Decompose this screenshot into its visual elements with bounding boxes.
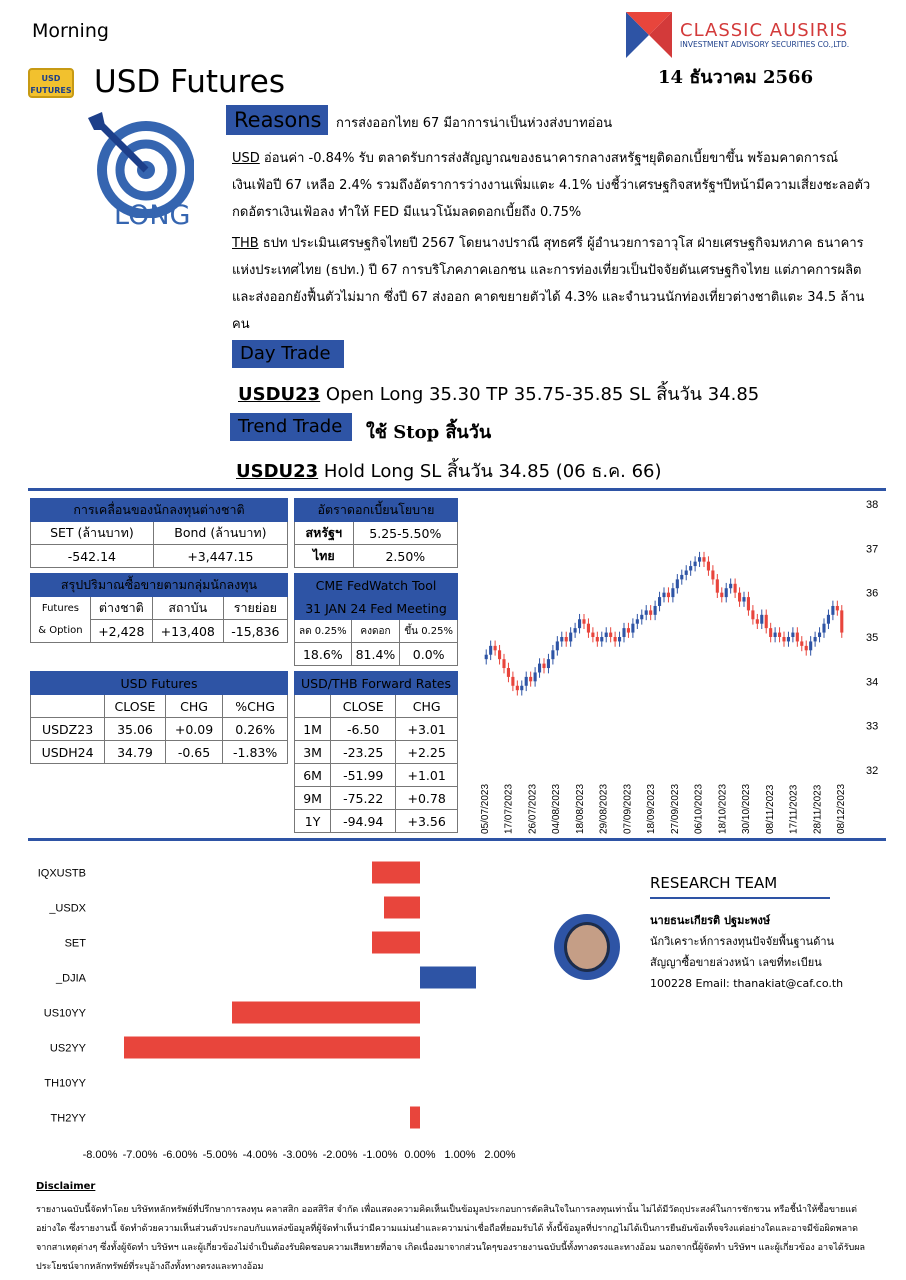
thb-text: ธปท ประเมินเศรษฐกิจไทยปี 2567 โดยนางปราณี สุทธศรี ผู้อำนวยการอาวุโส ฝ่ายเศรษฐกิจมหภาค ธนาคารแห่งประเทศไทย (ธปท.) ปี 67 การบริโภคภาคเอกชน และการท่องเที่ยวเป็นปัจจัยดันเศรษฐกิจไทย แต่ภาคการผลิตและส่งออกยังฟื้นตัวไม่มาก ซึ่งปี 67 ส่งออก คาดขยายตัวได้ 4.3% และจำนวนนักท่องเที่ยวต่างชาติแตะ 34.5 ล้านคน <box>232 236 865 332</box>
usd-futures-col <box>31 695 105 718</box>
candle-body <box>747 597 750 610</box>
candle-body <box>600 637 603 641</box>
candle-body <box>738 593 741 602</box>
investor-col: รายย่อย <box>223 597 287 620</box>
y-tick-label: 37 <box>866 543 879 556</box>
analyst-avatar <box>554 914 620 980</box>
x-tick-label: 18/10/2023 <box>717 783 729 834</box>
candle-body <box>765 615 768 628</box>
usd-futures-logo: USD FUTURES <box>28 68 74 98</box>
foreign-flow-val: +3,447.15 <box>153 545 287 568</box>
trend-stop-text: ใช้ Stop สิ้นวัน <box>366 422 492 443</box>
candle-body <box>796 633 799 642</box>
analyst-info <box>650 910 843 994</box>
candle-body <box>791 633 794 637</box>
candle-body <box>702 557 705 561</box>
morning-label: Morning <box>32 20 109 42</box>
x-tick-label: 18/09/2023 <box>646 783 658 834</box>
candle-body <box>622 628 625 637</box>
candle-body <box>631 624 634 633</box>
category-label: _DJIA <box>56 972 86 985</box>
category-label: TH2YY <box>50 1112 86 1125</box>
foreign-flow-title: การเคลื่อนของนักลงทุนต่างชาติ <box>31 499 288 522</box>
day-trade-line <box>238 379 759 408</box>
table-row: สหรัฐฯ 5.25-5.50% <box>295 522 458 545</box>
table-row: 1Y -94.94 +3.56 <box>295 810 458 833</box>
candle-body <box>787 637 790 641</box>
analyst-role: นักวิเคราะห์การลงทุนปัจจัยพื้นฐานด้าน <box>650 935 835 948</box>
thb-paragraph <box>232 230 874 338</box>
candle-body <box>769 628 772 637</box>
candle-body <box>756 619 759 623</box>
x-tick-label: 26/07/2023 <box>527 783 539 834</box>
candle-body <box>574 628 577 632</box>
brand-subtitle: INVESTMENT ADVISORY SECURITIES CO.,LTD. <box>680 40 850 49</box>
table-row: USDZ23 35.06 +0.09 0.26% <box>31 718 288 741</box>
usd-tag: USD <box>232 151 260 166</box>
candle-body <box>525 677 528 686</box>
investor-val: +13,408 <box>152 620 223 643</box>
investor-val: -15,836 <box>223 620 287 643</box>
candle-body <box>671 588 674 597</box>
usd-futures-col: CHG <box>165 695 222 718</box>
table-row: USDH24 34.79 -0.65 -1.83% <box>31 741 288 764</box>
market-change-bar-chart <box>30 855 530 1165</box>
trend-trade-line <box>236 456 662 485</box>
change-bar <box>372 862 420 884</box>
usd-futures-col: CLOSE <box>105 695 166 718</box>
candle-body <box>778 633 781 637</box>
candle-body <box>720 593 723 597</box>
fedwatch-val: 0.0% <box>400 643 458 666</box>
forward-col: CLOSE <box>331 695 396 718</box>
brand-name: CLASSIC AUSIRIS <box>680 20 849 41</box>
change-bar <box>420 967 476 989</box>
forward-rates-title: USD/THB Forward Rates <box>295 672 458 695</box>
candle-body <box>734 584 737 593</box>
candle-body <box>627 628 630 632</box>
y-tick-label: 38 <box>866 499 879 511</box>
research-team-title: RESEARCH TEAM <box>650 874 778 892</box>
fedwatch-val: 81.4% <box>351 643 400 666</box>
candle-body <box>667 593 670 597</box>
analyst-name: นายธนะเกียรติ ปฐมะพงษ์ <box>650 914 771 927</box>
candle-body <box>676 579 679 588</box>
candle-body <box>498 650 501 659</box>
page-title: USD Futures <box>94 64 285 100</box>
usd-futures-title: USD Futures <box>31 672 288 695</box>
policy-rate-table <box>294 498 458 568</box>
candle-body <box>534 672 537 681</box>
change-bar <box>410 1107 420 1129</box>
candle-body <box>707 562 710 571</box>
divider-top <box>28 488 886 491</box>
candle-body <box>547 659 550 668</box>
trend-trade-symbol: USDU23 <box>236 461 319 482</box>
candle-body <box>520 686 523 690</box>
y-tick-label: 33 <box>866 720 879 733</box>
candle-body <box>814 637 817 641</box>
x-tick-label: -7.00% <box>122 1149 158 1161</box>
day-trade-text: Open Long 35.30 TP 35.75-35.85 SL สิ้นวัน 34.85 <box>320 384 760 405</box>
candle-body <box>529 677 532 681</box>
candle-body <box>658 597 661 606</box>
foreign-flow-val: -542.14 <box>31 545 154 568</box>
y-tick-label: 35 <box>866 632 879 644</box>
disclaimer-text: รายงานฉบับนี้จัดทำโดย บริษัทหลักทรัพย์ที่ปรึกษาการลงทุน คลาสสิก ออสสิริส จำกัด เพื่อแสดงความคิดเห็นเป็นข้อมูลประกอบการตัดสินใจในการลงทุนเท่านั้น ไม่ได้มีวัตถุประสงค์ในการชักชวน หรือชี้นำให้ซื้อขายแต่อย่างใด ซึ่งรายงานนี้ จัดทำด้วยความเห็นส่วนตัวประกอบกับแหล่งข้อมูลที่ผู้จัดทำเห็นว่ามีความแม่นยำและความน่าเชื่อถือที่ยอมรับได้ ทั้งนี้ข้อมูลที่ปรากฏไม่ได้เป็นการยืนยันข้อเท็จจริงแต่อย่างใดและอาจมีข้อผิดพลาดจากสาเหตุต่างๆ ซึ่งทั้งผู้จัดทำ บริษัทฯ และผู้เกี่ยวข้องไม่จำเป็นต้องรับผิดชอบความเสียหายที่อาจ เกิดเนื่องมาจากส่วนใดๆของรายงานฉบับนี้ทั้งทางตรงและทางอ้อม นอกจากนี้ผู้จัดทำ บริษัทฯ และผู้เกี่ยวข้อง อาจได้รับผลประโยชน์จากหลักทรัพย์ที่ระบุอ้างถึงทั้งทางตรงและทางอ้อม <box>36 1205 866 1272</box>
investor-val: +2,428 <box>90 620 152 643</box>
y-tick-label: 32 <box>866 765 879 777</box>
candle-body <box>800 641 803 645</box>
candle-body <box>836 606 839 610</box>
fedwatch-col: ขึ้น 0.25% <box>400 620 458 643</box>
x-tick-label: 18/08/2023 <box>574 783 586 834</box>
x-tick-label: 2.00% <box>484 1149 516 1161</box>
usd-text: อ่อนค่า -0.84% รับ ตลาดรับการส่งสัญญาณของธนาคารกลางสหรัฐฯยุติดอกเบี้ยขาขึ้น พร้อมคาดการณ์เงินเฟ้อปี 67 เหลือ 2.4% รวมถึงอัตราการว่างงานเพิ่มแตะ 4.1% บ่งชี้ว่าเศรษฐกิจสหรัฐฯปีหน้ามีความเสี่ยงชะลอตัวกดอัตราเงินเฟ้อลง ทำให้ FED มีแนวโน้มลดดอกเบี้ยถึง 0.75% <box>232 151 871 220</box>
candle-body <box>760 615 763 624</box>
candle-body <box>725 588 728 597</box>
usd-futures-table <box>30 671 288 764</box>
candle-body <box>680 575 683 579</box>
candle-body <box>485 655 488 659</box>
candle-body <box>565 637 568 641</box>
candle-body <box>689 566 692 570</box>
table-row: 1M -6.50 +3.01 <box>295 718 458 741</box>
table-row: 3M -23.25 +2.25 <box>295 741 458 764</box>
change-bar <box>372 932 420 954</box>
candle-body <box>698 557 701 561</box>
position-label: LONG <box>114 200 191 231</box>
x-tick-label: 29/08/2023 <box>598 783 610 834</box>
x-tick-label: 28/11/2023 <box>812 784 824 834</box>
y-tick-label: 34 <box>866 676 879 689</box>
investor-summary-title: สรุปปริมาณซื้อขายตามกลุ่มนักลงทุน <box>31 574 288 597</box>
brand-logo-icon <box>626 12 672 58</box>
candle-body <box>538 664 541 673</box>
forward-col: CHG <box>396 695 458 718</box>
candle-body <box>511 677 514 686</box>
candle-body <box>551 650 554 659</box>
candle-body <box>582 619 585 623</box>
candle-body <box>649 610 652 614</box>
analyst-contact: 100228 Email: thanakiat@caf.co.th <box>650 977 844 990</box>
candle-body <box>507 668 510 677</box>
x-tick-label: 06/10/2023 <box>693 783 705 834</box>
day-trade-tag: Day Trade <box>232 340 344 368</box>
x-tick-label: -4.00% <box>242 1149 278 1161</box>
candle-body <box>827 615 830 624</box>
x-tick-label: 04/08/2023 <box>551 783 563 834</box>
trend-trade-text: Hold Long SL สิ้นวัน 34.85 (06 ธ.ค. 66) <box>318 461 662 482</box>
x-tick-label: 17/11/2023 <box>788 784 800 834</box>
candle-body <box>694 562 697 566</box>
disclaimer-title: Disclaimer <box>36 1181 96 1192</box>
candle-body <box>618 637 621 641</box>
candle-body <box>556 641 559 650</box>
candle-body <box>645 610 648 614</box>
fedwatch-val: 18.6% <box>295 643 352 666</box>
usdthb-candlestick-chart <box>478 492 888 838</box>
x-tick-label: -8.00% <box>82 1149 118 1161</box>
x-tick-label: 0.00% <box>404 1149 436 1161</box>
fedwatch-table <box>294 573 458 666</box>
candle-body <box>782 637 785 641</box>
category-label: TH10YY <box>44 1077 86 1090</box>
category-label: US2YY <box>49 1042 86 1055</box>
candle-body <box>636 619 639 623</box>
thb-tag: THB <box>232 236 259 251</box>
candle-body <box>494 646 497 650</box>
candle-body <box>662 593 665 597</box>
candle-body <box>542 664 545 668</box>
day-trade-symbol: USDU23 <box>238 384 321 405</box>
category-label: IQXUSTB <box>37 867 86 880</box>
x-tick-label: 30/10/2023 <box>741 783 753 834</box>
x-tick-label: 05/07/2023 <box>480 783 491 834</box>
category-label: US10YY <box>43 1007 86 1020</box>
analyst-role-2: สัญญาซื้อขายล่วงหน้า เลขที่ทะเบียน <box>650 956 822 969</box>
candle-body <box>729 584 732 588</box>
fedwatch-col: ลด 0.25% <box>295 620 352 643</box>
candle-body <box>840 610 843 632</box>
candle-body <box>711 571 714 580</box>
candle-body <box>605 633 608 637</box>
reasons-headline: การส่งออกไทย 67 มีอาการน่าเป็นห่วงส่งบาทอ่อน <box>336 116 613 131</box>
candle-body <box>560 637 563 641</box>
candle-body <box>742 597 745 601</box>
fedwatch-col: คงดอก <box>351 620 400 643</box>
fedwatch-title: CME FedWatch Tool <box>295 574 458 597</box>
candle-body <box>614 637 617 641</box>
change-bar <box>384 897 420 919</box>
candle-body <box>805 646 808 650</box>
candle-body <box>516 686 519 690</box>
foreign-flow-col: SET (ล้านบาท) <box>31 522 154 545</box>
usd-futures-col: %CHG <box>223 695 288 718</box>
candle-body <box>685 571 688 575</box>
change-bar <box>124 1037 420 1059</box>
change-bar <box>232 1002 420 1024</box>
x-tick-label: -2.00% <box>322 1149 358 1161</box>
policy-rate-title: อัตราดอกเบี้ยนโยบาย <box>295 499 458 522</box>
investor-row-label: Futures & Option <box>31 597 91 643</box>
fedwatch-meeting: 31 JAN 24 Fed Meeting <box>295 597 458 620</box>
candle-body <box>489 646 492 655</box>
y-tick-label: 36 <box>866 587 879 600</box>
candle-body <box>831 606 834 615</box>
trend-trade-tag: Trend Trade <box>230 413 352 441</box>
x-tick-label: 08/11/2023 <box>764 784 776 834</box>
forward-rates-table <box>294 671 458 833</box>
report-date: 14 ธันวาคม 2566 <box>658 67 814 88</box>
candle-body <box>818 633 821 637</box>
candle-body <box>609 633 612 637</box>
candle-body <box>751 610 754 619</box>
investor-summary-table <box>30 573 288 643</box>
x-tick-label: -6.00% <box>162 1149 198 1161</box>
candle-body <box>596 637 599 641</box>
x-tick-label: 17/07/2023 <box>503 783 515 834</box>
candle-body <box>774 633 777 637</box>
investor-col: ต่างชาติ <box>90 597 152 620</box>
usd-paragraph <box>232 145 874 226</box>
candle-body <box>716 579 719 592</box>
candle-body <box>569 633 572 642</box>
candle-body <box>502 659 505 668</box>
candle-body <box>822 624 825 633</box>
table-row: ไทย 2.50% <box>295 545 458 568</box>
x-tick-label: 08/12/2023 <box>836 783 847 834</box>
x-tick-label: 1.00% <box>444 1149 476 1161</box>
category-label: SET <box>64 937 86 950</box>
candle-body <box>578 619 581 628</box>
candle-body <box>640 615 643 619</box>
foreign-flow-col: Bond (ล้านบาท) <box>153 522 287 545</box>
table-row: 9M -75.22 +0.78 <box>295 787 458 810</box>
x-tick-label: 07/09/2023 <box>622 783 634 834</box>
x-tick-label: 27/09/2023 <box>669 783 681 834</box>
candle-body <box>654 606 657 615</box>
candle-body <box>809 641 812 650</box>
reasons-tag: Reasons <box>226 105 328 135</box>
candle-body <box>587 624 590 633</box>
research-underline <box>650 897 830 899</box>
candle-body <box>591 633 594 637</box>
divider-bottom <box>28 838 886 841</box>
investor-col: สถาบัน <box>152 597 223 620</box>
table-row: 6M -51.99 +1.01 <box>295 764 458 787</box>
foreign-flow-table <box>30 498 288 568</box>
x-tick-label: -5.00% <box>202 1149 238 1161</box>
x-tick-label: -1.00% <box>362 1149 398 1161</box>
x-tick-label: -3.00% <box>282 1149 318 1161</box>
category-label: _USDX <box>49 902 86 915</box>
